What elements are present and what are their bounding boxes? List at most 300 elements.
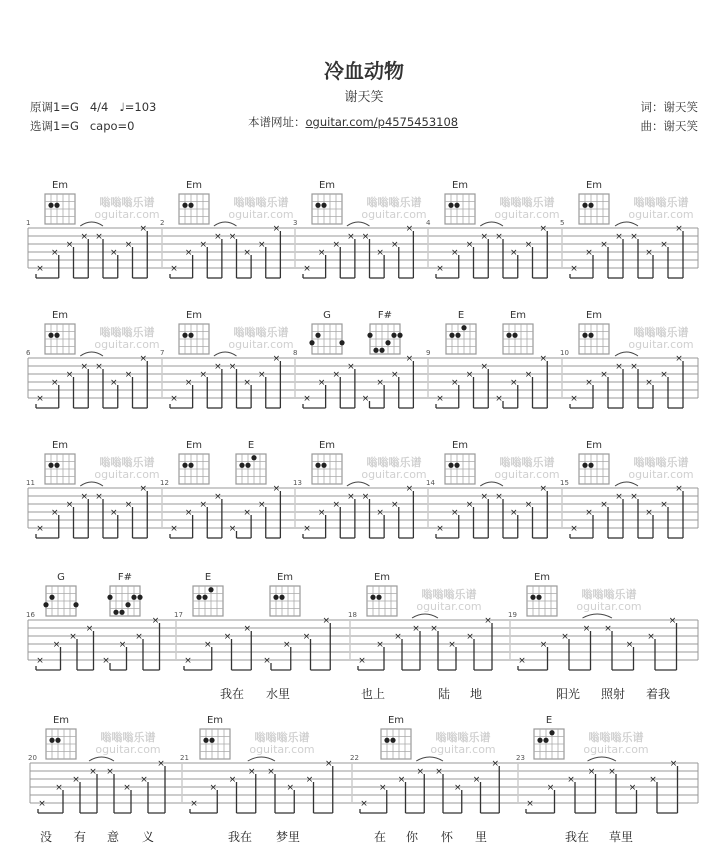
- note-x: ×: [52, 640, 61, 650]
- chord-name: Em: [585, 440, 603, 451]
- note-x: ×: [465, 500, 474, 510]
- measure-number: 18: [348, 611, 357, 619]
- note-x: ×: [199, 500, 208, 510]
- measure-number: 5: [560, 219, 565, 227]
- measure-number: 8: [293, 349, 298, 357]
- chord-diagram: [179, 310, 209, 354]
- note-x: ×: [69, 632, 77, 642]
- note-x: ×: [376, 378, 384, 388]
- measure-21: [180, 715, 333, 844]
- note-x: ×: [397, 775, 406, 785]
- finger-dot: [397, 333, 402, 338]
- chord-diagram: [312, 440, 342, 484]
- finger-dot: [49, 738, 54, 743]
- note-x: ×: [453, 783, 462, 793]
- note-x: ×: [625, 640, 634, 650]
- measure-number: 3: [293, 219, 298, 227]
- chord-name: E: [247, 440, 255, 451]
- note-x: ×: [376, 640, 384, 650]
- note-x: ×: [430, 624, 438, 634]
- note-x: ×: [615, 362, 623, 372]
- note-x: ×: [209, 783, 218, 793]
- chord-name: Em: [206, 715, 224, 726]
- note-x: ×: [157, 759, 165, 769]
- finger-dot: [202, 595, 207, 600]
- note-x: ×: [615, 232, 623, 242]
- note-x: ×: [247, 767, 256, 777]
- note-x: ×: [600, 500, 608, 510]
- finger-dot: [203, 738, 208, 743]
- finger-dot: [543, 738, 548, 743]
- finger-dot: [125, 602, 130, 607]
- chord-name: Em: [387, 715, 405, 726]
- note-x: ×: [139, 224, 148, 234]
- watermark-en: oguitar.com: [94, 338, 160, 351]
- finger-dot: [137, 595, 142, 600]
- watermark-en: oguitar.com: [583, 743, 649, 756]
- watermark-cn: 嗡嗡嗡乐谱: [435, 731, 491, 744]
- note-x: ×: [257, 500, 266, 510]
- finger-dot: [315, 203, 320, 208]
- chord-diagram: [367, 572, 397, 616]
- tie-arc: [214, 352, 237, 356]
- measure-number: 21: [180, 754, 189, 762]
- note-x: ×: [124, 240, 133, 250]
- measure-22: [350, 715, 499, 844]
- note-x: ×: [645, 378, 653, 388]
- finger-dot: [279, 595, 284, 600]
- note-x: ×: [38, 799, 46, 809]
- finger-dot: [588, 463, 593, 468]
- lyric-word: 我在: [227, 830, 253, 844]
- tie-arc: [412, 614, 438, 618]
- finger-dot: [107, 595, 112, 600]
- measure-6: [26, 310, 160, 408]
- note-x: ×: [65, 370, 74, 380]
- watermark-cn: 嗡嗡嗡乐谱: [366, 456, 422, 469]
- finger-dot: [73, 602, 78, 607]
- tie-arc: [347, 222, 370, 226]
- note-x: ×: [228, 775, 237, 785]
- tie-arc: [80, 352, 103, 356]
- watermark-en: oguitar.com: [416, 600, 482, 613]
- lyric-word: 我在: [564, 830, 590, 844]
- chord-name: E: [457, 310, 465, 321]
- finger-dot: [321, 463, 326, 468]
- tie-arc: [480, 222, 503, 226]
- note-x: ×: [587, 767, 596, 777]
- finger-dot: [454, 463, 459, 468]
- note-x: ×: [484, 616, 492, 626]
- measure-9: [426, 310, 547, 408]
- note-x: ×: [518, 656, 526, 666]
- song-title: 冷血动物: [324, 59, 404, 83]
- note-x: ×: [139, 484, 148, 494]
- composer: 曲：谢天笑: [640, 119, 698, 133]
- watermark-en: oguitar.com: [628, 468, 694, 481]
- note-x: ×: [272, 484, 281, 494]
- watermark-en: oguitar.com: [228, 338, 294, 351]
- finger-dot: [582, 463, 587, 468]
- note-x: ×: [509, 508, 518, 518]
- finger-dot: [367, 333, 372, 338]
- watermark-en: oguitar.com: [494, 208, 560, 221]
- lyric-word: 你: [405, 830, 419, 844]
- note-x: ×: [80, 232, 89, 242]
- chord-diagram: [43, 572, 78, 616]
- chord-diagram: [45, 180, 75, 224]
- note-x: ×: [480, 232, 489, 242]
- note-x: ×: [95, 492, 103, 502]
- measure-18: [348, 572, 492, 701]
- note-x: ×: [50, 508, 59, 518]
- lyric-word: 在: [373, 830, 387, 844]
- lyric-word: 义: [141, 830, 155, 844]
- note-x: ×: [190, 799, 198, 809]
- note-x: ×: [203, 640, 212, 650]
- note-x: ×: [95, 232, 103, 242]
- note-x: ×: [647, 632, 655, 642]
- note-x: ×: [436, 264, 444, 274]
- note-x: ×: [491, 759, 500, 769]
- note-x: ×: [630, 232, 638, 242]
- measure-number: 4: [426, 219, 431, 227]
- note-x: ×: [65, 500, 74, 510]
- note-x: ×: [630, 362, 638, 372]
- measure-number: 14: [426, 479, 435, 487]
- note-x: ×: [257, 240, 266, 250]
- note-x: ×: [585, 248, 593, 258]
- chord-name: E: [204, 572, 212, 583]
- note-x: ×: [85, 624, 94, 634]
- note-x: ×: [649, 775, 657, 785]
- watermark-cn: 嗡嗡嗡乐谱: [581, 588, 637, 601]
- lyric-word: 照射: [600, 687, 626, 701]
- note-x: ×: [675, 354, 683, 364]
- finger-dot: [588, 333, 593, 338]
- note-x: ×: [228, 232, 237, 242]
- tie-arc: [480, 482, 503, 486]
- note-x: ×: [361, 492, 370, 502]
- note-x: ×: [36, 264, 44, 274]
- note-x: ×: [524, 500, 533, 510]
- note-x: ×: [317, 248, 326, 258]
- note-x: ×: [600, 370, 608, 380]
- note-x: ×: [390, 240, 399, 250]
- note-x: ×: [526, 799, 534, 809]
- measure-4: [426, 180, 560, 278]
- note-x: ×: [80, 492, 89, 502]
- note-x: ×: [539, 354, 548, 364]
- note-x: ×: [257, 370, 266, 380]
- song-artist: 谢天笑: [344, 90, 384, 105]
- measure-number: 16: [26, 611, 35, 619]
- note-x: ×: [416, 767, 425, 777]
- chord-name: Em: [185, 180, 203, 191]
- chord-name: Em: [318, 440, 336, 451]
- note-x: ×: [448, 640, 456, 650]
- note-x: ×: [347, 362, 355, 372]
- chord-name: Em: [276, 572, 294, 583]
- chord-diagram: [179, 440, 209, 484]
- note-x: ×: [184, 656, 192, 666]
- finger-dot: [182, 463, 187, 468]
- tie-arc: [615, 352, 638, 356]
- note-x: ×: [472, 775, 481, 785]
- watermark-en: oguitar.com: [249, 743, 315, 756]
- lyric-word: 梦里: [275, 830, 301, 844]
- note-x: ×: [390, 370, 399, 380]
- tie-arc: [583, 614, 613, 618]
- note-x: ×: [669, 759, 678, 769]
- note-x: ×: [243, 248, 251, 258]
- watermark-cn: 嗡嗡嗡乐谱: [633, 326, 689, 339]
- note-x: ×: [480, 492, 489, 502]
- finger-dot: [448, 463, 453, 468]
- tab-row: [28, 715, 698, 844]
- note-x: ×: [123, 783, 131, 793]
- note-x: ×: [361, 394, 370, 404]
- note-x: ×: [539, 640, 548, 650]
- note-x: ×: [272, 224, 281, 234]
- note-x: ×: [615, 492, 623, 502]
- finger-dot: [43, 602, 48, 607]
- note-x: ×: [675, 484, 683, 494]
- measure-number: 10: [560, 349, 569, 357]
- chord-diagram: [193, 572, 223, 616]
- lyric-word: 陆: [437, 687, 451, 701]
- note-x: ×: [630, 492, 638, 502]
- score-url-link[interactable]: oguitar.com/p4575453108: [305, 115, 459, 129]
- chord-name: Em: [373, 572, 391, 583]
- measure-15: [560, 440, 694, 538]
- measure-17: [174, 572, 330, 701]
- note-x: ×: [303, 524, 311, 534]
- note-x: ×: [608, 767, 616, 777]
- tie-arc: [214, 222, 237, 226]
- chord-name: F#: [377, 310, 393, 321]
- watermark-cn: 嗡嗡嗡乐谱: [99, 326, 155, 339]
- lyric-word: 水里: [265, 687, 291, 701]
- finger-dot: [54, 203, 59, 208]
- note-x: ×: [660, 370, 668, 380]
- note-x: ×: [675, 224, 683, 234]
- measure-number: 20: [28, 754, 37, 762]
- measure-14: [426, 440, 560, 538]
- finger-dot: [245, 463, 250, 468]
- measure-number: 7: [160, 349, 165, 357]
- note-x: ×: [102, 656, 110, 666]
- chord-name: Em: [185, 310, 203, 321]
- note-x: ×: [65, 240, 74, 250]
- finger-dot: [582, 203, 587, 208]
- finger-dot: [209, 738, 214, 743]
- watermark-en: oguitar.com: [94, 468, 160, 481]
- watermark-cn: 嗡嗡嗡乐谱: [499, 456, 555, 469]
- note-x: ×: [480, 362, 489, 372]
- chord-name: Em: [533, 572, 551, 583]
- finger-dot: [251, 455, 256, 460]
- note-x: ×: [36, 656, 44, 666]
- url-label: 本谱网址：: [248, 115, 306, 129]
- finger-dot: [536, 595, 541, 600]
- watermark-en: oguitar.com: [430, 743, 496, 756]
- note-x: ×: [118, 640, 127, 650]
- note-x: ×: [436, 394, 444, 404]
- measure-number: 19: [508, 611, 517, 619]
- note-x: ×: [450, 508, 459, 518]
- note-x: ×: [378, 783, 387, 793]
- note-x: ×: [495, 394, 503, 404]
- finger-dot: [182, 333, 187, 338]
- lyric-word: 有: [73, 830, 87, 844]
- finger-dot: [512, 333, 517, 338]
- chord-name: Em: [585, 310, 603, 321]
- note-x: ×: [228, 362, 237, 372]
- chord-diagram: [445, 180, 475, 224]
- note-x: ×: [570, 264, 578, 274]
- note-x: ×: [567, 775, 575, 785]
- watermark-en: oguitar.com: [494, 468, 560, 481]
- lyric-word: 意: [106, 830, 120, 844]
- note-x: ×: [465, 240, 474, 250]
- note-x: ×: [570, 524, 578, 534]
- tie-arc: [615, 222, 638, 226]
- note-x: ×: [450, 378, 459, 388]
- measure-number: 22: [350, 754, 359, 762]
- note-x: ×: [405, 354, 414, 364]
- watermark-cn: 嗡嗡嗡乐谱: [633, 456, 689, 469]
- chord-diagram: [179, 180, 209, 224]
- lyric-word: 没: [39, 830, 53, 844]
- measure-2: [160, 180, 294, 278]
- finger-dot: [391, 333, 396, 338]
- measure-3: [293, 180, 427, 278]
- chord-diagram: [579, 180, 609, 224]
- finger-dot: [48, 463, 53, 468]
- note-x: ×: [546, 783, 555, 793]
- chord-diagram: [46, 715, 76, 759]
- chord-name: F#: [117, 572, 133, 583]
- chord-diagram: [534, 715, 564, 759]
- watermark-en: oguitar.com: [95, 743, 161, 756]
- finger-dot: [55, 738, 60, 743]
- note-x: ×: [170, 394, 178, 404]
- measure-number: 1: [26, 219, 31, 227]
- note-x: ×: [267, 767, 275, 777]
- finger-dot: [449, 333, 454, 338]
- chord-diagram: [309, 310, 344, 354]
- chord-diagram: [445, 440, 475, 484]
- measure-number: 17: [174, 611, 183, 619]
- finger-dot: [54, 333, 59, 338]
- measure-16: [26, 572, 160, 670]
- finger-dot: [384, 738, 389, 743]
- note-x: ×: [495, 232, 503, 242]
- chord-diagram: [381, 715, 411, 759]
- note-x: ×: [376, 248, 384, 258]
- note-x: ×: [332, 240, 341, 250]
- note-x: ×: [585, 378, 593, 388]
- measure-number: 2: [160, 219, 165, 227]
- note-x: ×: [124, 370, 133, 380]
- finger-dot: [549, 730, 554, 735]
- note-x: ×: [645, 248, 653, 258]
- finger-dot: [273, 595, 278, 600]
- note-x: ×: [561, 632, 569, 642]
- note-x: ×: [223, 632, 232, 642]
- measure-number: 9: [426, 349, 431, 357]
- note-x: ×: [243, 378, 251, 388]
- finger-dot: [315, 463, 320, 468]
- note-x: ×: [582, 624, 591, 634]
- note-x: ×: [660, 240, 668, 250]
- note-x: ×: [600, 240, 608, 250]
- note-x: ×: [412, 624, 420, 634]
- measure-number: 12: [160, 479, 169, 487]
- note-x: ×: [184, 378, 193, 388]
- note-x: ×: [89, 767, 97, 777]
- lyricist: 词：谢天笑: [640, 100, 698, 114]
- measure-23: [516, 715, 678, 844]
- note-x: ×: [214, 362, 222, 372]
- watermark-en: oguitar.com: [228, 208, 294, 221]
- note-x: ×: [151, 616, 160, 626]
- measure-13: [293, 440, 427, 538]
- finger-dot: [588, 203, 593, 208]
- finger-dot: [182, 203, 187, 208]
- finger-dot: [309, 340, 314, 345]
- chord-diagram: [579, 440, 609, 484]
- finger-dot: [530, 595, 535, 600]
- lyric-word: 阳光: [555, 687, 581, 701]
- watermark-cn: 嗡嗡嗡乐谱: [421, 588, 477, 601]
- watermark-cn: 嗡嗡嗡乐谱: [366, 196, 422, 209]
- note-x: ×: [124, 500, 133, 510]
- finger-dot: [339, 340, 344, 345]
- note-x: ×: [263, 656, 271, 666]
- note-x: ×: [135, 632, 143, 642]
- note-x: ×: [324, 759, 333, 769]
- measure-12: [160, 440, 280, 538]
- note-x: ×: [55, 783, 63, 793]
- lyric-word: 草里: [608, 830, 634, 844]
- note-x: ×: [466, 632, 474, 642]
- note-x: ×: [436, 524, 444, 534]
- note-x: ×: [95, 362, 103, 372]
- note-x: ×: [170, 264, 178, 274]
- note-x: ×: [524, 240, 533, 250]
- note-x: ×: [243, 508, 251, 518]
- note-x: ×: [109, 248, 118, 258]
- watermark-cn: 嗡嗡嗡乐谱: [499, 196, 555, 209]
- tempo: ♩=103: [119, 100, 157, 114]
- note-x: ×: [332, 500, 341, 510]
- watermark-cn: 嗡嗡嗡乐谱: [99, 196, 155, 209]
- watermark-en: oguitar.com: [628, 208, 694, 221]
- note-x: ×: [184, 248, 193, 258]
- note-x: ×: [332, 370, 341, 380]
- chord-name: E: [545, 715, 553, 726]
- chord-name: Em: [451, 440, 469, 451]
- note-x: ×: [509, 248, 518, 258]
- chord-diagram: [579, 310, 609, 354]
- chord-diagram: [45, 310, 75, 354]
- chosen-key: 选调1=G: [30, 119, 79, 133]
- note-x: ×: [435, 767, 443, 777]
- measure-8: [293, 310, 413, 408]
- note-x: ×: [347, 492, 355, 502]
